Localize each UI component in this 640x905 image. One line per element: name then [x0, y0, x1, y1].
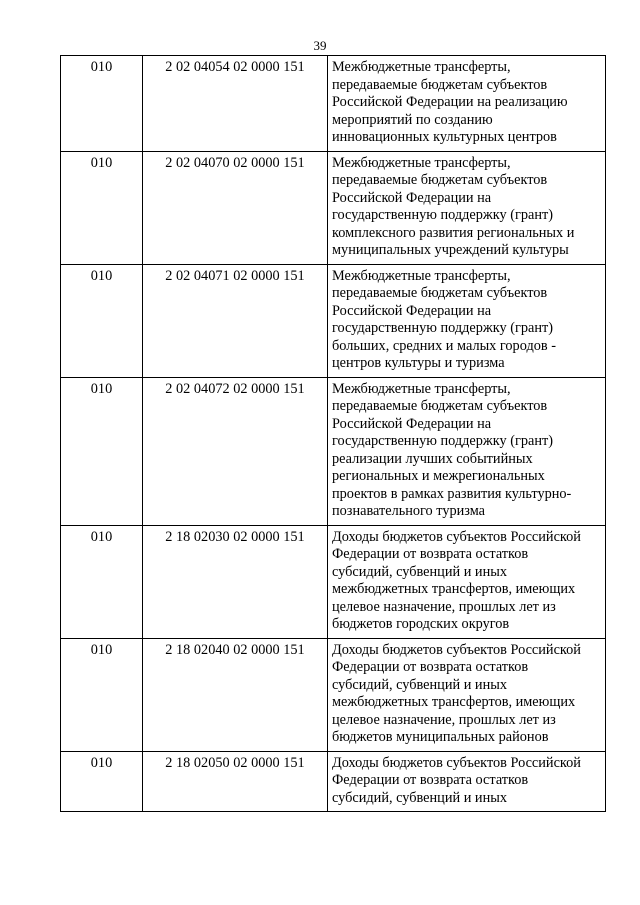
description-line: Российской Федерации на	[332, 302, 492, 319]
description-line: Доходы бюджетов субъектов Российской	[332, 528, 581, 545]
description-line: проектов в рамках развития культурно-	[332, 485, 572, 502]
table-row	[61, 751, 606, 812]
description-cell	[328, 638, 606, 751]
description-line: Федерации от возврата остатков	[332, 659, 529, 675]
description-line: больших, средних и малых городов -	[332, 337, 556, 354]
description-line: реализации лучших событийных	[332, 450, 533, 467]
description-line: межбюджетных трансфертов, имеющих	[332, 581, 576, 597]
description-line: передаваемые бюджетам субъектов	[332, 398, 548, 414]
description-line: центров культуры и туризма	[332, 355, 505, 371]
description-cell	[328, 377, 606, 525]
description-line: межбюджетных трансфертов, имеющих	[332, 694, 576, 710]
kbk-code-cell: 2 02 04071 02 0000 151	[143, 264, 328, 377]
description-line: комплексного развития региональных и	[332, 224, 575, 241]
description-line: государственную поддержку (грант)	[332, 207, 554, 223]
admin-code-cell: 010	[61, 377, 143, 525]
admin-code-cell: 010	[61, 264, 143, 377]
description-line: мероприятий по созданию	[332, 111, 493, 128]
description-cell	[328, 525, 606, 638]
table-row	[61, 56, 606, 152]
description-cell	[328, 56, 606, 152]
description-cell	[328, 751, 606, 812]
description-line: Межбюджетные трансферты,	[332, 380, 511, 397]
description-line: субсидий, субвенций и иных	[332, 789, 507, 806]
kbk-code-cell: 2 18 02050 02 0000 151	[143, 751, 328, 812]
description-line: целевое назначение, прошлых лет из	[332, 598, 556, 615]
table-row	[61, 151, 606, 264]
description-line: Межбюджетные трансферты,	[332, 59, 511, 75]
description-line: Федерации от возврата остатков	[332, 772, 529, 788]
description-line: Федерации от возврата остатков	[332, 546, 529, 562]
admin-code-cell: 010	[61, 751, 143, 812]
table-row	[61, 377, 606, 525]
description-line: бюджетов муниципальных районов	[332, 729, 549, 745]
table-body	[61, 56, 606, 812]
table-row	[61, 264, 606, 377]
description-line: передаваемые бюджетам субъектов	[332, 285, 548, 301]
description-line: государственную поддержку (грант)	[332, 320, 554, 336]
kbk-code-cell: 2 02 04072 02 0000 151	[143, 377, 328, 525]
description-line: Доходы бюджетов субъектов Российской	[332, 641, 581, 658]
description-cell	[328, 264, 606, 377]
kbk-code-cell: 2 02 04070 02 0000 151	[143, 151, 328, 264]
admin-code-cell: 010	[61, 56, 143, 152]
kbk-code-cell: 2 18 02040 02 0000 151	[143, 638, 328, 751]
description-line: Российской Федерации на реализацию	[332, 94, 568, 110]
description-line: Межбюджетные трансферты,	[332, 154, 511, 171]
description-line: передаваемые бюджетам субъектов	[332, 172, 548, 188]
description-line: инновационных культурных центров	[332, 129, 557, 145]
description-line: Российской Федерации на	[332, 189, 492, 206]
description-line: государственную поддержку (грант)	[332, 433, 554, 449]
description-line: передаваемые бюджетам субъектов	[332, 76, 548, 93]
budget-classification-table	[60, 55, 606, 812]
admin-code-cell: 010	[61, 525, 143, 638]
description-line: региональных и межрегиональных	[332, 468, 545, 484]
table-row	[61, 638, 606, 751]
page-number: 39	[313, 38, 327, 53]
description-line: субсидий, субвенций и иных	[332, 676, 507, 693]
description-line: целевое назначение, прошлых лет из	[332, 711, 556, 728]
description-line: муниципальных учреждений культуры	[332, 242, 569, 258]
table-row	[61, 525, 606, 638]
description-line: Российской Федерации на	[332, 415, 492, 432]
admin-code-cell: 010	[61, 151, 143, 264]
admin-code-cell: 010	[61, 638, 143, 751]
description-line: субсидий, субвенций и иных	[332, 563, 507, 580]
description-line: познавательного туризма	[332, 503, 486, 519]
kbk-code-cell: 2 02 04054 02 0000 151	[143, 56, 328, 152]
description-line: Межбюджетные трансферты,	[332, 267, 511, 284]
kbk-code-cell: 2 18 02030 02 0000 151	[143, 525, 328, 638]
description-line: бюджетов городских округов	[332, 616, 510, 632]
description-line: Доходы бюджетов субъектов Российской	[332, 754, 581, 771]
description-cell	[328, 151, 606, 264]
